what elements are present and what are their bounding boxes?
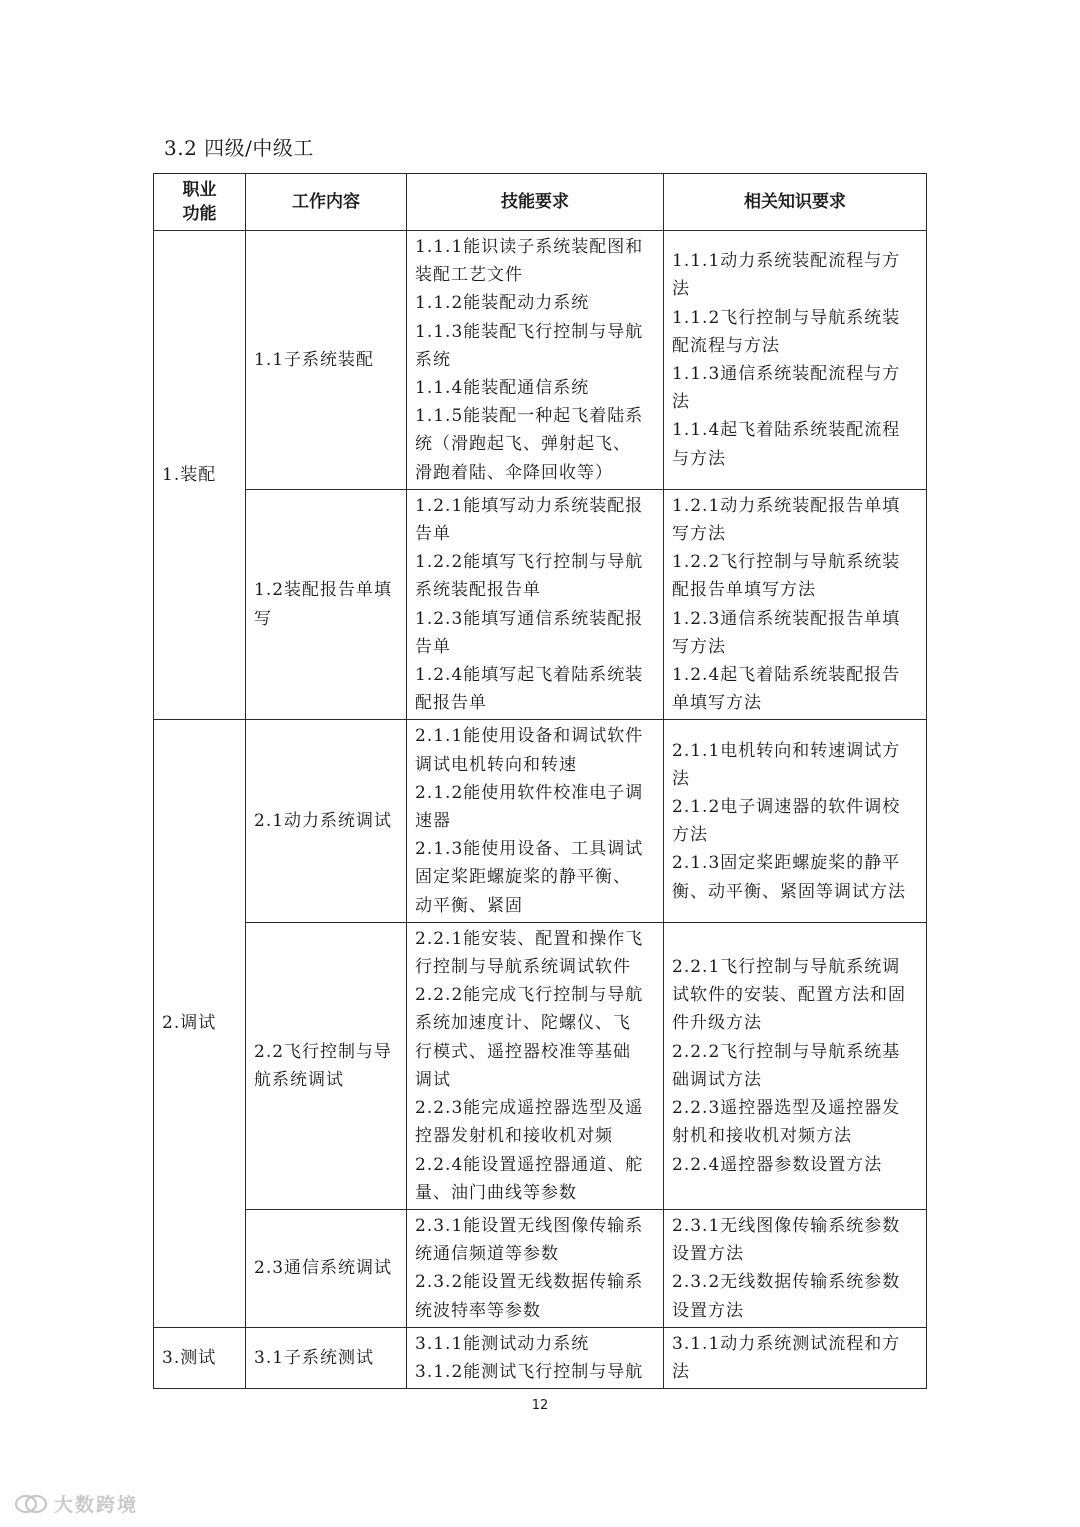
knowledge-cell <box>664 1209 927 1327</box>
content-cell-line: 写 <box>254 608 272 629</box>
skills-cell-line: 系统 <box>415 349 451 370</box>
function-cell: 1.装配 <box>154 231 246 720</box>
skills-cell-line: 1.1.2能装配动力系统 <box>415 293 590 314</box>
knowledge-cell-line: 1.2.2飞行控制与导航系统装 <box>672 552 901 573</box>
knowledge-cell-line: 础调试方法 <box>672 1069 762 1090</box>
knowledge-cell-line: 法 <box>672 279 690 300</box>
skills-cell-line: 3.1.2能测试飞行控制与导航 <box>415 1361 644 1382</box>
table-row <box>154 720 927 922</box>
skills-cell-line: 1.2.1能填写动力系统装配报 <box>415 495 644 516</box>
knowledge-cell <box>664 489 927 720</box>
skills-cell-line: 1.2.2能填写飞行控制与导航 <box>415 552 644 573</box>
skills-cell-line: 动平衡、紧固 <box>415 895 523 916</box>
content-cell-line: 2.3通信系统调试 <box>254 1258 393 1279</box>
knowledge-cell-line: 配报告单填写方法 <box>672 580 816 601</box>
knowledge-cell-line: 2.1.1电机转向和转速调试方 <box>672 740 901 761</box>
skills-cell <box>407 1327 664 1388</box>
knowledge-cell-line: 1.2.4起飞着陆系统装配报告 <box>672 665 901 686</box>
knowledge-cell-line: 写方法 <box>672 524 726 545</box>
skills-cell-line: 2.3.2能设置无线数据传输系 <box>415 1272 644 1293</box>
knowledge-cell-line: 单填写方法 <box>672 693 762 714</box>
skills-cell-line: 系统加速度计、陀螺仪、飞 <box>415 1013 631 1034</box>
skills-cell-line: 2.1.3能使用设备、工具调试 <box>415 839 644 860</box>
skills-cell-line: 控器发射机和接收机对频 <box>415 1126 613 1147</box>
knowledge-cell-line: 2.2.1飞行控制与导航系统调 <box>672 957 901 978</box>
skills-cell-line: 滑跑着陆、伞降回收等） <box>415 462 613 483</box>
table-row <box>154 231 927 490</box>
knowledge-cell-line: 法 <box>672 1361 690 1382</box>
knowledge-cell-line: 与方法 <box>672 448 726 469</box>
knowledge-cell-line: 配流程与方法 <box>672 335 780 356</box>
content-cell <box>246 1209 407 1327</box>
skills-cell-line: 统波特率等参数 <box>415 1300 541 1321</box>
knowledge-cell-line: 1.1.4起飞着陆系统装配流程 <box>672 420 901 441</box>
knowledge-cell-line: 2.3.2无线数据传输系统参数 <box>672 1272 901 1293</box>
knowledge-cell-line: 设置方法 <box>672 1244 744 1265</box>
skills-cell <box>407 922 664 1209</box>
skills-cell <box>407 231 664 490</box>
function-cell: 3.测试 <box>154 1327 246 1388</box>
skills-cell-line: 1.2.3能填写通信系统装配报 <box>415 608 644 629</box>
skills-cell-line: 行控制与导航系统调试软件 <box>415 957 631 978</box>
knowledge-cell <box>664 1327 927 1388</box>
knowledge-cell-line: 2.1.2电子调速器的软件调校 <box>672 796 901 817</box>
table-row <box>154 922 927 1209</box>
knowledge-cell-line: 1.2.3通信系统装配报告单填 <box>672 608 901 629</box>
content-cell <box>246 231 407 490</box>
skills-cell-line: 配报告单 <box>415 693 487 714</box>
knowledge-cell-line: 1.2.1动力系统装配报告单填 <box>672 495 901 516</box>
page-number: 12 <box>531 1398 549 1413</box>
skills-cell-line: 调试 <box>415 1069 451 1090</box>
knowledge-cell-line: 试软件的安装、配置方法和固 <box>672 985 906 1006</box>
skills-cell-line: 速器 <box>415 811 451 832</box>
skills-cell <box>407 489 664 720</box>
knowledge-cell-line: 2.2.3遥控器选型及遥控器发 <box>672 1098 901 1119</box>
knowledge-cell <box>664 922 927 1209</box>
logo-icon <box>14 1492 48 1516</box>
table-row <box>154 1209 927 1327</box>
knowledge-cell-line: 法 <box>672 768 690 789</box>
skills-cell-line: 1.2.4能填写起飞着陆系统装 <box>415 665 644 686</box>
skills-cell-line: 2.2.3能完成遥控器选型及遥 <box>415 1098 644 1119</box>
skills-cell-line: 2.2.1能安装、配置和操作飞 <box>415 928 644 949</box>
knowledge-cell-line: 射机和接收机对频方法 <box>672 1126 852 1147</box>
skills-cell-line: 1.1.1能识读子系统装配图和 <box>415 237 644 257</box>
content-cell <box>246 922 407 1209</box>
skills-cell-line: 2.3.1能设置无线图像传输系 <box>415 1215 644 1236</box>
skills-cell-line: 告单 <box>415 636 451 657</box>
knowledge-cell-line: 设置方法 <box>672 1300 744 1321</box>
table-row <box>154 489 927 720</box>
skills-cell-line: 统通信频道等参数 <box>415 1244 559 1265</box>
content-cell-line: 3.1子系统测试 <box>254 1347 375 1368</box>
skills-cell-line: 2.2.2能完成飞行控制与导航 <box>415 985 644 1006</box>
knowledge-cell-line: 1.1.1动力系统装配流程与方 <box>672 251 901 272</box>
knowledge-cell-line: 1.1.2飞行控制与导航系统装 <box>672 307 901 328</box>
header-function <box>154 174 246 231</box>
content-cell-line: 1.1子系统装配 <box>254 349 375 370</box>
content-cell-line: 1.2装配报告单填 <box>254 580 393 601</box>
skills-cell-line: 告单 <box>415 524 451 545</box>
content-cell-line: 2.2飞行控制与导 <box>254 1041 393 1062</box>
table-body <box>154 231 927 1389</box>
header-skills: 技能要求 <box>407 174 664 231</box>
skills-cell-line: 系统装配报告单 <box>415 580 541 601</box>
knowledge-cell-line: 2.1.3固定桨距螺旋桨的静平 <box>672 853 901 874</box>
knowledge-cell-line: 2.2.4遥控器参数设置方法 <box>672 1154 883 1175</box>
table-row <box>154 1327 927 1388</box>
knowledge-cell-line: 法 <box>672 392 690 413</box>
skills-cell-line: 2.1.2能使用软件校准电子调 <box>415 782 644 803</box>
standards-table <box>153 173 927 1389</box>
skills-cell <box>407 1209 664 1327</box>
knowledge-cell <box>664 231 927 490</box>
knowledge-cell-line: 衡、动平衡、紧固等调试方法 <box>672 881 906 902</box>
content-cell-line: 2.1动力系统调试 <box>254 811 393 832</box>
header-content: 工作内容 <box>246 174 407 231</box>
knowledge-cell-line: 方法 <box>672 825 708 846</box>
header-function-line1: 职业 <box>182 180 217 200</box>
skills-cell-line: 3.1.1能测试动力系统 <box>415 1333 590 1354</box>
watermark <box>14 1490 138 1517</box>
skills-cell-line: 2.1.1能使用设备和调试软件 <box>415 726 644 747</box>
skills-cell-line: 统（滑跑起飞、弹射起飞、 <box>415 434 631 455</box>
content-cell <box>246 1327 407 1388</box>
content-cell <box>246 489 407 720</box>
table-header-row <box>154 174 927 231</box>
knowledge-cell-line: 1.1.3通信系统装配流程与方 <box>672 363 901 384</box>
skills-cell-line: 行模式、遥控器校准等基础 <box>415 1041 631 1062</box>
knowledge-cell-line: 件升级方法 <box>672 1013 762 1034</box>
skills-cell-line: 装配工艺文件 <box>415 265 523 286</box>
skills-cell-line: 量、油门曲线等参数 <box>415 1182 577 1203</box>
knowledge-cell-line: 3.1.1动力系统测试流程和方 <box>672 1333 901 1354</box>
skills-cell-line: 2.2.4能设置遥控器通道、舵 <box>415 1154 644 1175</box>
function-cell: 2.调试 <box>154 720 246 1327</box>
header-knowledge: 相关知识要求 <box>664 174 927 231</box>
content-cell <box>246 720 407 922</box>
skills-cell-line: 1.1.4能装配通信系统 <box>415 378 590 399</box>
knowledge-cell <box>664 720 927 922</box>
knowledge-cell-line: 2.2.2飞行控制与导航系统基 <box>672 1041 901 1062</box>
watermark-text: 大数跨境 <box>54 1494 139 1516</box>
skills-cell-line: 固定桨距螺旋桨的静平衡、 <box>415 867 631 888</box>
knowledge-cell-line: 2.3.1无线图像传输系统参数 <box>672 1215 901 1236</box>
skills-cell-line: 1.1.5能装配一种起飞着陆系 <box>415 406 644 427</box>
knowledge-cell-line: 写方法 <box>672 636 726 657</box>
skills-cell <box>407 720 664 922</box>
skills-cell-line: 1.1.3能装配飞行控制与导航 <box>415 321 644 342</box>
section-heading: 3.2 四级/中级工 <box>164 136 314 160</box>
skills-cell-line: 调试电机转向和转速 <box>415 754 577 775</box>
header-function-line2: 功能 <box>182 204 217 224</box>
content-cell-line: 航系统调试 <box>254 1069 344 1090</box>
